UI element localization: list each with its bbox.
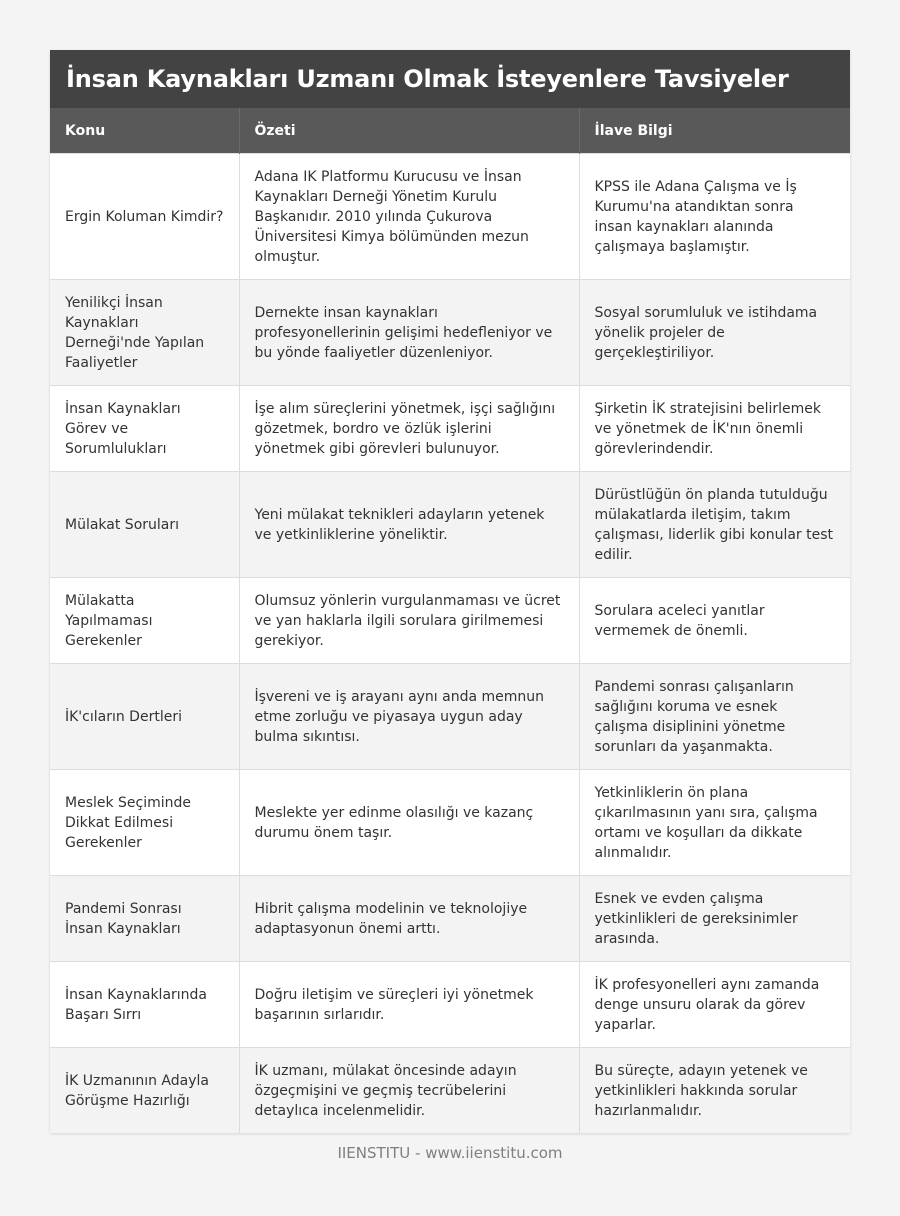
cell-ilave: Sorulara aceleci yanıtlar vermemek de önemli. xyxy=(579,578,850,664)
cell-konu: İnsan Kaynakları Görev ve Sorumlulukları xyxy=(50,386,239,472)
cell-konu: Pandemi Sonrası İnsan Kaynakları xyxy=(50,876,239,962)
cell-ilave: Pandemi sonrası çalışanların sağlığını koruma ve esnek çalışma disiplinini yönetme sorunları da yaşanmakta. xyxy=(579,664,850,770)
cell-ozet: Doğru iletişim ve süreçleri iyi yönetmek başarının sırlarıdır. xyxy=(239,962,579,1048)
cell-ilave: Dürüstlüğün ön planda tutulduğu mülakatlarda iletişim, takım çalışması, liderlik gibi konular test edilir. xyxy=(579,472,850,578)
header-row xyxy=(50,108,850,154)
cell-ilave: Şirketin İK stratejisini belirlemek ve yönetmek de İK'nın önemli görevlerindendir. xyxy=(579,386,850,472)
table-row xyxy=(50,876,850,962)
title-bar xyxy=(50,50,850,108)
cell-konu: Meslek Seçiminde Dikkat Edilmesi Gerekenler xyxy=(50,770,239,876)
cell-ozet: Yeni mülakat teknikleri adayların yetenek ve yetkinliklerine yöneliktir. xyxy=(239,472,579,578)
column-header-konu: Konu xyxy=(50,108,239,154)
cell-ilave: İK profesyonelleri aynı zamanda denge unsuru olarak da görev yaparlar. xyxy=(579,962,850,1048)
table-row xyxy=(50,154,850,280)
column-header-ilave-bilgi: İlave Bilgi xyxy=(579,108,850,154)
table-row xyxy=(50,664,850,770)
table-row xyxy=(50,472,850,578)
cell-ilave: Bu süreçte, adayın yetenek ve yetkinlikleri hakkında sorular hazırlanmalıdır. xyxy=(579,1048,850,1134)
cell-ozet: İşvereni ve iş arayanı aynı anda memnun etme zorluğu ve piyasaya uygun aday bulma sıkıntısı. xyxy=(239,664,579,770)
column-header-ozeti: Özeti xyxy=(239,108,579,154)
cell-ozet: Olumsuz yönlerin vurgulanmaması ve ücret ve yan haklarla ilgili sorulara girilmemesi gerekiyor. xyxy=(239,578,579,664)
cell-konu: Mülakatta Yapılmaması Gerekenler xyxy=(50,578,239,664)
table-card xyxy=(50,50,850,1133)
cell-konu: Mülakat Soruları xyxy=(50,472,239,578)
advice-table xyxy=(50,108,850,1133)
cell-ilave: Sosyal sorumluluk ve istihdama yönelik projeler de gerçekleştiriliyor. xyxy=(579,280,850,386)
page-title: İnsan Kaynakları Uzmanı Olmak İsteyenlere Tavsiyeler xyxy=(66,65,789,93)
cell-konu: İnsan Kaynaklarında Başarı Sırrı xyxy=(50,962,239,1048)
cell-ozet: Meslekte yer edinme olasılığı ve kazanç durumu önem taşır. xyxy=(239,770,579,876)
cell-konu: Ergin Koluman Kimdir? xyxy=(50,154,239,280)
cell-ilave: Esnek ve evden çalışma yetkinlikleri de gereksinimler arasında. xyxy=(579,876,850,962)
cell-ozet: Hibrit çalışma modelinin ve teknolojiye adaptasyonun önemi arttı. xyxy=(239,876,579,962)
table-row xyxy=(50,770,850,876)
cell-ozet: İşe alım süreçlerini yönetmek, işçi sağlığını gözetmek, bordro ve özlük işlerini yönetmek gibi görevleri bulunuyor. xyxy=(239,386,579,472)
table-row xyxy=(50,962,850,1048)
cell-ilave: KPSS ile Adana Çalışma ve İş Kurumu'na atandıktan sonra insan kaynakları alanında çalışmaya başlamıştır. xyxy=(579,154,850,280)
table-row xyxy=(50,280,850,386)
cell-konu: İK Uzmanının Adayla Görüşme Hazırlığı xyxy=(50,1048,239,1134)
cell-konu: İK'cıların Dertleri xyxy=(50,664,239,770)
table-row xyxy=(50,1048,850,1134)
cell-konu: Yenilikçi İnsan Kaynakları Derneği'nde Yapılan Faaliyetler xyxy=(50,280,239,386)
table-row xyxy=(50,578,850,664)
cell-ilave: Yetkinliklerin ön plana çıkarılmasının yanı sıra, çalışma ortamı ve koşulları da dikkate alınmalıdır. xyxy=(579,770,850,876)
footer-credit: IIENSTITU - www.iienstitu.com xyxy=(337,1144,563,1162)
cell-ozet: Adana IK Platformu Kurucusu ve İnsan Kaynakları Derneği Yönetim Kurulu Başkanıdır. 2010 yılında Çukurova Üniversitesi Kimya bölümünden mezun olmuştur. xyxy=(239,154,579,280)
cell-ozet: Dernekte insan kaynakları profesyonellerinin gelişimi hedefleniyor ve bu yönde faaliyetler düzenleniyor. xyxy=(239,280,579,386)
table-row xyxy=(50,386,850,472)
cell-ozet: İK uzmanı, mülakat öncesinde adayın özgeçmişini ve geçmiş tecrübelerini detaylıca incelenmelidir. xyxy=(239,1048,579,1134)
